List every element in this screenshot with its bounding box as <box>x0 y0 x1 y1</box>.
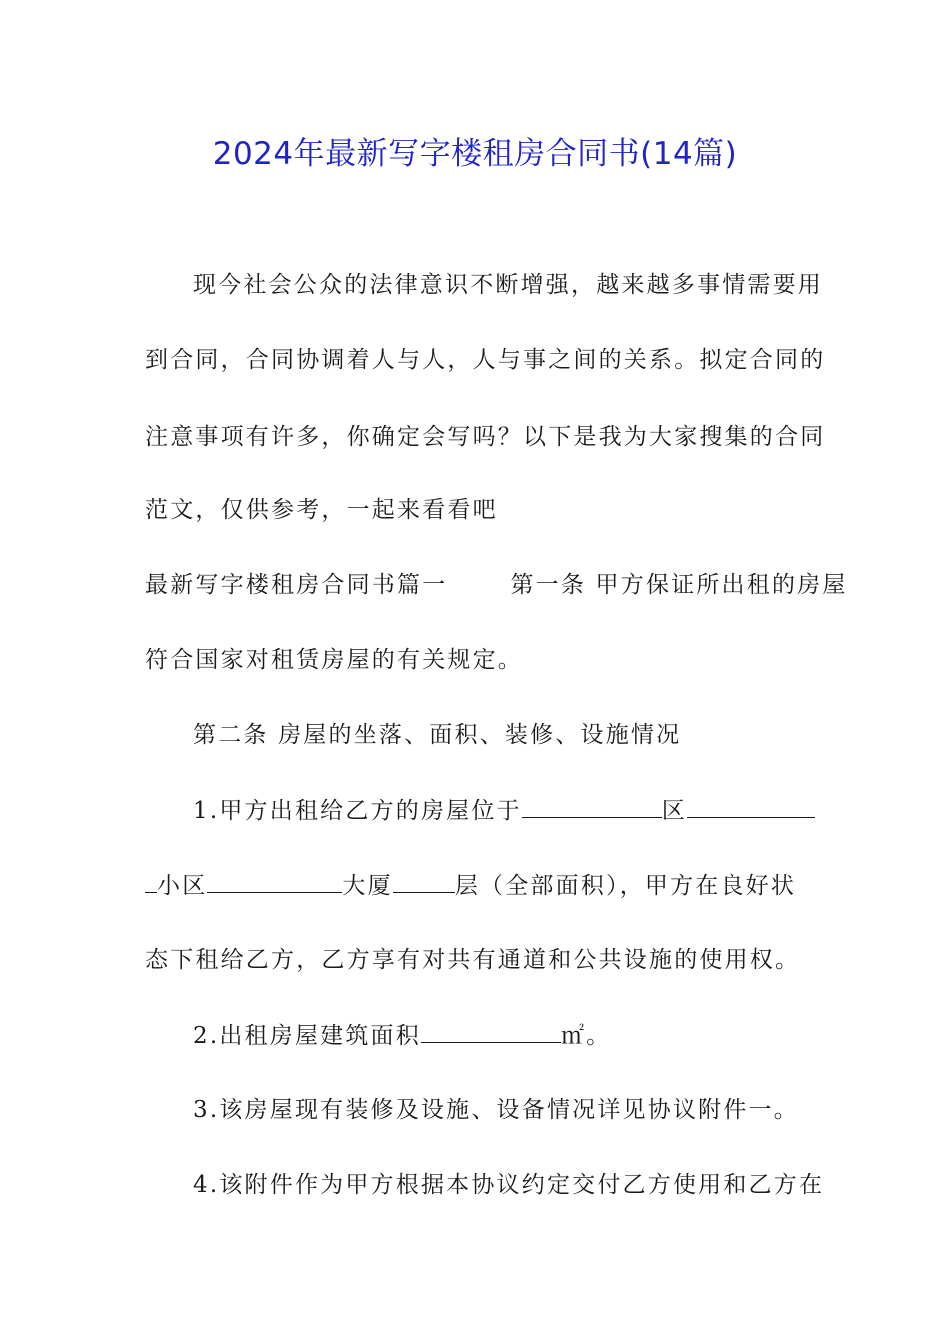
fill-blank-location[interactable] <box>522 795 662 818</box>
item-4-line: 4.该附件作为甲方根据本协议约定交付乙方使用和乙方在 <box>193 1172 825 1198</box>
item-3-line: 3.该房屋现有装修及设施、设备情况详见协议附件一。 <box>193 1097 799 1123</box>
item-1-line-1 <box>193 795 810 825</box>
section-1-line-1 <box>145 570 848 600</box>
item-1-line-2 <box>145 870 810 900</box>
article-1-continued: 符合国家对租赁房屋的有关规定。 <box>145 647 523 673</box>
intro-line-2: 到合同，合同协调着人与人，人与事之间的关系。拟定合同的 <box>145 347 826 373</box>
fill-blank-district[interactable] <box>687 795 815 818</box>
fill-blank-area[interactable] <box>421 1020 561 1043</box>
item-1-line-3: 态下租给乙方，乙方享有对共有通道和公共设施的使用权。 <box>145 947 801 973</box>
fill-blank-community[interactable] <box>207 870 342 893</box>
item-1-text-e: 层（全部面积），甲方在良好状 <box>454 873 797 899</box>
item-2-line <box>193 1020 858 1050</box>
article-1-text: 第一条 甲方保证所出租的房屋 <box>510 572 848 598</box>
item-2-text-b: ㎡。 <box>560 1023 612 1049</box>
item-1-text-d: 大厦 <box>342 873 393 899</box>
section-heading: 最新写字楼租房合同书篇一 <box>145 572 448 598</box>
item-1-text-b: 区 <box>661 798 687 824</box>
item-1-text-a: 1.甲方出租给乙方的房屋位于 <box>193 798 522 824</box>
intro-line-4: 范文，仅供参考，一起来看看吧 <box>145 497 498 523</box>
fill-blank-building[interactable] <box>393 870 455 893</box>
article-2-heading: 第二条 房屋的坐落、面积、装修、设施情况 <box>193 722 682 748</box>
intro-line-3: 注意事项有许多，你确定会写吗？以下是我为大家搜集的合同 <box>145 424 826 450</box>
document-title: 2024年最新写字楼租房合同书(14篇) <box>212 136 738 172</box>
fill-blank-district-cont[interactable] <box>145 870 157 893</box>
item-1-text-c: 小区 <box>157 873 208 899</box>
item-2-text-a: 2.出租房屋建筑面积 <box>193 1023 421 1049</box>
intro-line-1: 现今社会公众的法律意识不断增强，越来越多事情需要用 <box>193 272 823 298</box>
